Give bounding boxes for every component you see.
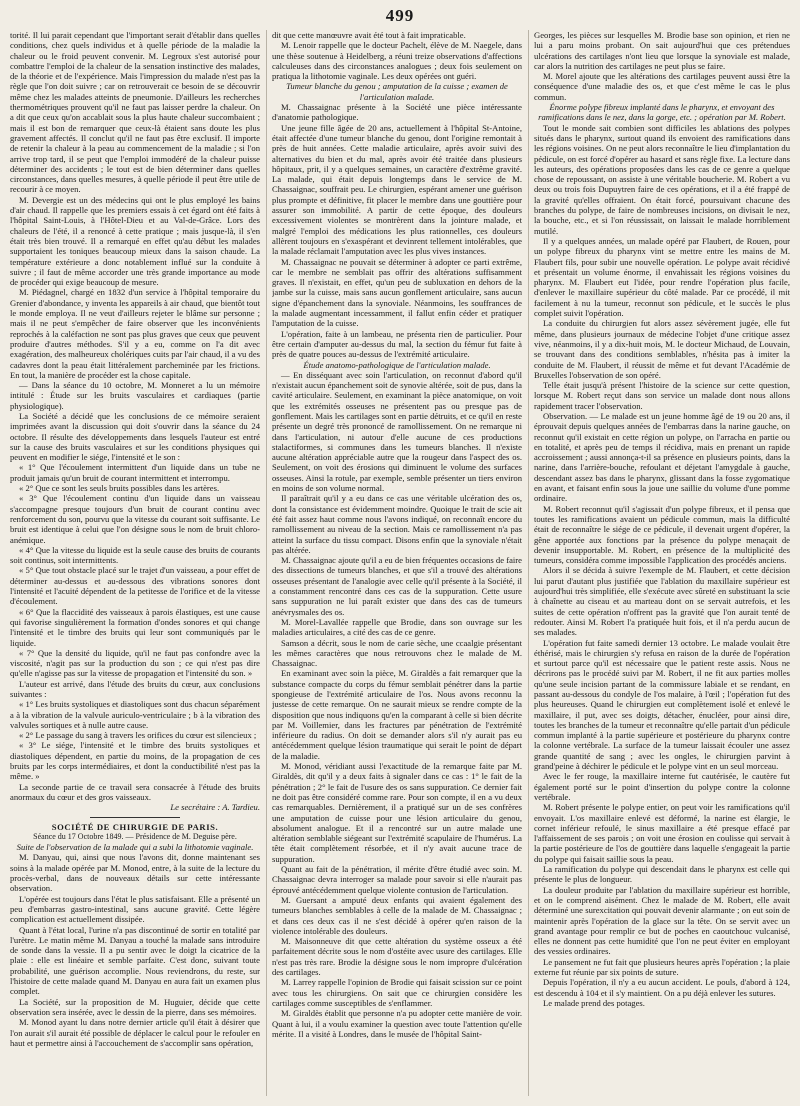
paragraph: L'opération, faite à un lambeau, ne présenta rien de particulier. Pour être certain d'amputer au-dessus du mal, la section du fémur fut faite à près de quatre pouces au-dessus de l'extrémité articulaire. [272, 328, 522, 360]
column-middle-paragraphs-2 [272, 102, 522, 359]
column-middle [272, 30, 522, 1100]
polype-title: Énorme polype fibreux implanté dans le pharynx, et envoyant des ramifications dans le nez, dans la gorge, etc. ; opération par M. Robert. [538, 102, 786, 123]
paragraph: — Dans la séance du 10 octobre, M. Monneret a lu un mémoire intitulé : Étude sur les bruits vasculaires et cardiaques (partie physiologique). [10, 380, 260, 411]
paragraph: La Société, sur la proposition de M. Huguier, décide que cette observation sera insérée, avec le dessin de la pierre, dans ses mémoires. [10, 996, 260, 1017]
paragraph: « 1° Que l'écoulement intermittent d'un liquide dans un tube ne produit jamais qu'un bruit de courant intermittent et interrompu. [10, 462, 260, 483]
paragraph: La ramification du polype qui descendait dans le pharynx est celle qui présente le plus de longueur. [534, 864, 790, 885]
paragraph: — En disséquant avec soin l'articulation, on reconnut d'abord qu'il n'existait aucun épanchement soit de synovie altérée, soit de pus, dans la cavité articulaire. Seulement, en examinant la pièce anatomique, on voit que les extrémités osseuses ne présentent pas ou presque pas de gonflement. Mais les cartilages sont en partie détruits, et ce qu'il en reste présente un degré très prononcé de ramollissement. On ne remarque ni dans l'articulation, ni autour d'elle aucune de ces productions stalactiformes, si communes dans les tumeurs blanches. Il n'existe aucune altération appréciable autre que la rougeur dans l'aspect des os. Seulement, on voit des érosions qui diminuent le volume des surfaces osseuses. Ainsi la rotule, par exemple, semble présenter un tiers environ en moins de son volume normal. [272, 369, 522, 494]
paragraph: M. Morel-Lavallée rappelle que Brodie, dans son ouvrage sur les maladies articulaires, a cité des cas de ce genre. [272, 616, 522, 638]
column-right-paragraphs [534, 30, 790, 102]
paragraph: M. Chassaignac présente à la Société une pièce intéressante d'anatomie pathologique. [272, 102, 522, 123]
paragraph: « 4° Que la vitesse du liquide est la seule cause des bruits de courants soit continus, soit intermittents. [10, 544, 260, 566]
paragraph: Alors il se décida à suivre l'exemple de M. Flaubert, et cette décision lui parut d'autant plus justifiée que l'ablation du maxillaire supérieur est aujourd'hui très simplifiée, elle s'exécute avec sûreté en substituant la scie à chaînette au ciseau et au marteau dont on se servait autrefois, et les suites de cette opération n'offrent pas la gravité que l'on aurait tenté de redouter. Ainsi M. Robert l'a pratiquée huit fois, et il n'a perdu aucun de ses malades. [534, 565, 790, 638]
paragraph: Il paraîtrait qu'il y a eu dans ce cas une véritable ulcération des os, dont la consistance est évidemment moindre. Quoique le trait de scie ait été fait assez haut comme nous l'avons indiqué, on reconnaît encore du ramollissement au niveau de la section. Mais ce ramollissement n'a pas atteint la surface du tissu compact. Disons enfin que la synoviale n'était pas altérée. [272, 493, 522, 555]
paragraph: M. Chassaignac ajoute qu'il a eu de bien fréquentes occasions de faire des dissections de tumeurs blanches, et que s'il a trouvé des altérations osseuses présentant de l'analogie avec celle qu'il présente à la Société, il a constamment rencontré dans ces cas de la suppuration. Cette usure sans suppuration ne lui paraît exister que dans des cas de tumeurs anévrysmales des os. [272, 555, 522, 617]
paragraph: Depuis l'opération, il n'y a eu aucun accident. Le pouls, d'abord à 124, est descendu à 104 et il s'y maintient. On a pu déjà enlever les sutures. [534, 977, 790, 998]
column-middle-paragraphs [272, 30, 522, 81]
paragraph: Telle était jusqu'à présent l'histoire de la science sur cette question, lorsque M. Robert reçut dans son service un malade dont nous allons rapidement tracer l'observation. [534, 380, 790, 411]
paragraph: « 2° Que ce sont les seuls bruits possibles dans les artères. [19, 483, 220, 494]
paragraph: Georges, les pièces sur lesquelles M. Brodie base son opinion, et rien ne lui a paru moins probant. On sait aujourd'hui que ces prétendues ulcérations des cartilages n'ont lieu que lorsque la synoviale est malade, car alors la nutrition des cartilages ne peut plus se faire. [534, 30, 790, 71]
paragraph: La conduite du chirurgien fut alors assez sévèrement jugée, elle fut même, dans plusieurs journaux de médecine l'objet d'une critique assez vive, néanmoins, il y a dix-huit mois, M. le docteur Michaud, de Louvain, se trouvant dans des conditions semblables, n'hésita pas à imiter la conduite de M. Flaubert, il réussit de même et fut devant l'Académie de Bruxelles l'observation de son opéré. [534, 318, 790, 380]
paragraph: La seconde partie de ce travail sera consacrée à l'étude des bruits anormaux du cœur et des gros vaisseaux. [10, 781, 260, 802]
paragraph: M. Chassaignac ne pouvait se déterminer à adopter ce parti extrême, car le membre ne semblait pas offrir des altérations suffisamment graves. Il n'existait, en effet, qu'un peu de subluxation en dehors de la jambe sur la cuisse, mais sans aucun gonflement articulaire, sans aucun signe d'épanchement dans la synoviale. Néanmoins, les souffrances de la malade augmentant incessamment, il fallut enfin céder et pratiquer l'amputation de la cuisse. [272, 256, 522, 329]
column-left-paragraphs-2 [10, 852, 260, 1048]
paragraph: La douleur produite par l'ablation du maxillaire supérieur est horrible, et on le comprend aisément. Chez le malade de M. Robert, elle avait déterminé une surexcitation qui pouvait devenir alarmante ; on eut soin de maintenir après l'opération de la glace sur la tête. On se servit avec un grand avantage pour remplir ce but de poches en caoutchouc vulcanisé, elles ne donnent pas cette humidité que l'on ne peut éviter en employant des vessies ordinaires. [534, 884, 790, 957]
paragraph: M. Monod, véridiant aussi l'exactitude de la remarque faite par M. Giraldès, dit qu'il y a deux faits à signaler dans ce cas : 1° le fait de la pénétration ; 2° le fait de l'usure des os sans suppuration. Ce dernier fait ne doit pas être considéré comme rare. Pour son compte, il en a vu deux cas remarquables. Dernièrement, il a pratiqué sur un de ses confrères une amputation de cuisse pour une lésion articulaire du genou, absolument analogue. Et il a rencontré sur un autre malade une altération semblable siégeant sur l'extrémité scapulaire de l'humérus. La tête était complètement résorbée, et il n'y avait aucune trace de suppuration. [272, 761, 522, 864]
paragraph: La Société a décidé que les conclusions de ce mémoire seraient imprimées avant la discussion qui doit s'ouvrir dans la séance du 24 octobre. Il résulte des développements dans lesquels l'auteur est entré sur la cause des bruits vasculaires et sur les conditions physiques qui peuvent en modifier le siége, l'intensité et le son : [10, 410, 260, 463]
paragraph: En examinant avec soin la pièce, M. Giraldès a fait remarquer que la substance compacte du corps du fémur semblait pénétrer dans la partie spongieuse de l'extrémité articulaire de l'os. Nous avons reconnu la justesse de cette remarque. On ne saurait mieux se rendre compte de la disposition que nous indiquons qu'en la comparant à celle si bien décrite par M. Voillemier, dans les fractures par pénétration de l'extrémité inférieure du radius. On doit se demander alors s'il n'y aurait pas eu antécédemment quelque lésion traumatique qui serait le point de départ de la maladie. [272, 668, 522, 761]
society-session: Séance du 17 Octobre 1849. — Présidence de M. Deguise père. [33, 831, 237, 841]
tumor-title: Tumeur blanche du genou ; amputation de la cuisse ; examen de l'articulation malade. [286, 81, 508, 102]
column-left [10, 30, 260, 1100]
society-heading: SOCIÉTÉ DE CHIRURGIE DE PARIS. [51, 821, 219, 832]
column-divider [266, 30, 267, 1096]
secretary-signature: Le secrétaire : A. Tardieu. [170, 802, 260, 813]
paragraph: Il y a quelques années, un malade opéré par Flaubert, de Rouen, pour un polype fibreux du pharynx vint se mettre entre les mains de M. Flaubert fils, pour subir une nouvelle opération. Le polype avait récidivé et présentait un volume énorme, il envahissait les régions voisines du pharynx. M. Flaubert eut l'idée, pour rendre l'opération plus facile, d'enlever le maxillaire supérieur du côté malade. Par ce procédé, il mit facilement à nu la tumeur, reconnut son pédicule, et le succès le plus complet suivit l'opération. [534, 235, 790, 319]
paragraph: « 7° Que la densité du liquide, qu'il ne faut pas confondre avec la viscosité, n'agit pas sur la production du son ; ce qui n'est pas dire qu'elle n'agisse pas sur la vitesse de propagation et l'intensité du son. » [10, 647, 260, 679]
paragraph: dit que cette manœuvre avait été tout à fait impraticable. [272, 30, 466, 40]
column-right-paragraphs-2 [534, 123, 790, 1009]
paragraph: torité. Il lui parait cependant que l'important serait d'établir dans quelles conditions, chez quels individus et à quelle période de la maladie la chaleur ou le froid peuvent convenir. M. Legroux s'est autorisé pour combattre l'emploi de la chaleur de la sensation instinctive des malades, de la théorie et de l'expérience. Mais l'impression du malade n'est pas la règle que l'on doit suivre ; car on retrouverait ce besoin de se découvrir même chez les malades atteints de pneumonie. D'ailleurs les recherches thermométriques prouvent qu'il ne faut pas laisser perdre la chaleur. On a dit que ceux qu'on accablait sous la plus haute chaleur succombaient ; mais il est bon de remarquer que ceux-là étaient sans doute les plus gravement affectés. Il conclut qu'il ne faut pas être exclusif. Il importe de retenir la chaleur à la peau au commencement de la maladie ; si l'on arrive trop tard, il se peut que l'emploi immodéré de la chaleur puisse déterminer des accidents ; le tout est de bien déterminer dans quelles circonstances, dans quelles mesures, à quelle période il peut être utile de recourir à ce moyen. [10, 30, 260, 195]
paragraph: L'opération fut faite samedi dernier 13 octobre. Le malade voulait être éthérisé, mais le chirurgien s'y refusa en raison de la durée de l'opération et surtout parce qu'il est nécessaire que le patient reste assis. Nous ne décrirons pas le procédé suivi par M. Robert, il ne fit aux parties molles qu'une seule incision partant de la commissure labiale et se rendant, en passant au-dessous du condyle de l'os malaire, à l'œil ; l'opération fut des plus heureuses. Quand le chirurgien eut complètement isolé et enlevé le maxillaire, il put, avec ses doigts, détacher, énucléer, pour ainsi dire, toutes les branches de la tumeur et reconnaître qu'elle partait d'un pédicule commun implanté à la partie supérieure et postérieure du pharynx contre la colonne vertébrale. La surface de la tumeur laissait écouler une assez grande quantité de sang ; avec les ongles, le chirurgien parvint à grand'peine à déchirer le pédicule et le polype vint en un seul morceau. [534, 637, 790, 772]
paragraph: Observation. — Le malade est un jeune homme âgé de 19 ou 20 ans, il éprouvait depuis quelques années de l'embarras dans la narine gauche, on reconnut qu'il existait en cette région un polype, on l'arracha en partie ou en totalité, et après peu de temps il récidiva, mais en prenant un rapide accroissement ; aussi annonça-t-il sa présence en plusieurs points, dans la narine, dans l'arrière-bouche, refoulant et déjetant l'amygdale à gauche, descendant assez bas dans le pharynx, glissant dans la fosse zygomatique en avant, et faisant enfin sous la joue une saillie du volume d'une pomme ordinaire. [534, 410, 790, 504]
column-left-paragraphs [10, 30, 260, 802]
column-divider [528, 30, 529, 1096]
anatomo-title: Étude anatomo-pathologique de l'articulation malade. [303, 359, 491, 370]
paragraph: L'opérée est toujours dans l'état le plus satisfaisant. Elle a présenté un peu d'embarras gastro-intestinal, sans aucune gravité. Cette légère complication est actuellement dissipée. [10, 893, 260, 925]
column-middle-paragraphs-3 [272, 370, 522, 1039]
paragraph: Tout le monde sait combien sont difficiles les ablations des polypes situés dans le pharynx, surtout quand ils envoient des ramifications dans les régions voisines. On ne peut alors reconnaître le lieu d'implantation du pédicule, on est forcé d'opérer au hasard et sans règle fixe. La lecture dans les auteurs, des opérations proposées dans les cas de ce genre a quelque chose de repoussant, on assiste à une véritable boucherie. M. Robert a vu deux ou trois fois Dupuytren faire de ces opérations, et il a été frappé de la gravité qu'elles offraient. On était forcé, poursuivant chacune des branches du polype, de faire de nombreuses incisions, on divisait le nez, la bouche, etc., et si l'on réussissait, on laissait le malade horriblement mutilé. [534, 122, 790, 236]
page-number: 499 [385, 6, 415, 25]
paragraph: Le malade prend des potages. [543, 997, 645, 1008]
paragraph: « 5° Que tout obstacle placé sur le trajet d'un vaisseau, a pour effet de déterminer au-dessus et au-dessous des vibrations sonores dont l'intensité et l'acuité dépendent de la petitesse de l'orifice et de la vitesse d'écoulement. [10, 565, 260, 607]
paragraph: M. Morel ajoute que les altérations des cartilages peuvent aussi être la conséquence d'une maladie des os, et que c'est même le cas le plus commun. [534, 71, 790, 102]
paragraph: Quant à l'état local, l'urine n'a pas discontinué de sortir en totalité par l'urètre. Le matin même M. Danyau a touché la malade sans introduire de sonde dans la vessie. Il a pu sentir avec le doigt la cicatrice de la plaie : elle est linéaire et semble parfaite. C'est donc, suivant toute probabilité, une guérison accomplie. Nous reviendrons, du reste, sur l'histoire de cette malade quand M. Danyau en aura fait un examen plus complet. [10, 924, 260, 997]
paragraph: « 1° Les bruits systoliques et diastoliques sont dus chacun séparément a à la vibration de la valvule auriculo-ventriculaire ; b à la vibration des valvules sortiques et à nulle autre cause. [10, 699, 260, 730]
column-right [534, 30, 790, 1100]
paragraph: M. Monod ayant lu dans notre dernier article qu'il était à désirer que l'on aurait s'il aurait été possible de déplacer le calcul pour le refouler en haut et permettre ainsi à l'accouchement de s'accomplir sans opération, [10, 1017, 260, 1048]
paragraph: Une jeune fille âgée de 20 ans, actuellement à l'hôpital St-Antoine, était affectée d'une tumeur blanche du genou, dont l'origine remontait à près de huit années. Cette maladie articulaire, après avoir suivi des alternatives du bien et du mal, après avoir été traitée dans plusieurs hôpitaux, prit, il y a quelques semaines, un caractère d'extrême gravité. La malade, qui était depuis longtemps dans le service de M. Chassaignac, souffrait peu. Le chirurgien, espérant amener une guérison plus prompte et définitive, fit placer le membre dans une gouttière pour assurer son immobilité. A partir de cette époque, des douleurs excessivement violentes se montrèrent dans la jointure malade, et malgré l'emploi des médications les plus rationnelles, ces douleurs allèrent toujours en s'exaspérant et devinrent tellement intolérables, que la malade réclamait l'amputation avec les plus vives instances. [272, 122, 522, 257]
paragraph: Le pansement ne fut fait que plusieurs heures après l'opération ; la plaie externe fut réunie par six points de suture. [534, 956, 790, 978]
paragraph: « 3° Le siége, l'intensité et le timbre des bruits systoliques et diastoliques dépendent, en partie du moins, de la propagation de ces bruits par les corps intermédiaires, et dont la conductibilité n'est pas la même. » [10, 740, 260, 782]
paragraph: Samson a décrit, sous le nom de carie sèche, une ccaalgie présentant les mêmes caractères que nous retrouvons chez le malade de M. Chassaignac. [272, 637, 522, 669]
paragraph: M. Guersant a amputé deux enfants qui avaient également des tumeurs blanches semblables à celle de la malade de M. Chassaignac ; et dans ces deux cas il ne s'est décidé à opérer qu'en raison de la violence intolérable des douleurs. [272, 894, 522, 936]
paragraph: M. Robert présente le polype entier, on peut voir les ramifications qu'il envoyait. L'os maxillaire enlevé est déformé, la narine est élargie, le cornet inférieur refoulé, le sinus maxillaire a été presque effacé par l'affaissement de ses parois ; on voit une érosion en coulisse qui servait à la partie postérieure de l'os de gouttière dans laquelle s'engageait la partie du polype qui faisait saillie sous la peau. [534, 802, 790, 864]
paragraph: M. Giraldès établit que personne n'a pu adopter cette manière de voir. Quant à lui, il a voulu examiner la question avec toute l'attention qu'elle mérite. Il a visité à Londres, dans le musée de l'hôpital Saint- [272, 1008, 522, 1039]
paragraph: L'auteur est arrivé, dans l'étude des bruits du cœur, aux conclusions suivantes : [10, 678, 260, 699]
paragraph: Avec le fer rouge, la maxillaire interne fut cautérisée, le cautère fut également porté sur le point d'insertion du polype contre la colonne vertébrale. [534, 771, 790, 802]
section-rule [90, 817, 180, 818]
paragraph: « 3° Que l'écoulement continu d'un liquide dans un vaisseau s'accompagne presque toujours d'un bruit de courant continu avec renforcement du son, pourvu que la vitesse du courant soit suffisante. Le bruit est identique à celui que l'on désigne sous le nom de bruit chloro-anémique. [10, 493, 260, 545]
paragraph: M. Maisonneuve dit que cette altération du système osseux a été parfaitement décrite sous le nom d'ostéite avec usure des cartilages. Elle n'est pas très rare. Brodie la désigne sous le nom impropre d'ulcération des cartilages. [272, 936, 522, 978]
paragraph: M. Larrey rappelle l'opinion de Brodie qui faisait scission sur ce point avec tous les chirurgiens. On sait que ce chirurgien considère les cartilages comme susceptibles de s'enflammer. [272, 977, 522, 1008]
observation-title: Suite de l'observation de la malade qui a subi la lithotomie vaginale. [16, 842, 254, 853]
paragraph: « 6° Que la flaccidité des vaisseaux à parois élastiques, est une cause qui favorise singulièrement la formation d'ondes sonores et qui change l'intensité et le timbre des bruits qui leur sont communiqués par le liquide. [10, 606, 260, 648]
paragraph: Quant au fait de la pénétration, il mérite d'être étudié avec soin. M. Chassaignac devra interroger sa malade pour savoir si elle n'aurait pas éprouvé antécédemment quelque violente contusion de l'articulation. [272, 864, 522, 895]
paragraph: M. Lenoir rappelle que le docteur Pachelt, élève de M. Naegele, dans une thèse soutenue à Heidelberg, a réuni treize observations d'affections calculeuses dans des circonstances analogues ; deux fois seulement on pratiqua la lithotomie vaginale. Les deux opérées ont guéri. [272, 40, 522, 82]
paragraph: M. Danyau, qui, ainsi que nous l'avons dit, donne maintenant ses soins à la malade opérée par M. Monod, entre, à la suite de la lecture du procès-verbal, dans de nouveaux détails sur cette intéressante observation. [10, 852, 260, 894]
paragraph: M. Devergie est un des médecins qui ont le plus employé les bains d'air chaud. Il rappelle que les premiers essais à cet égard ont été faits à l'hôpital Saint-Louis, à l'Hôtel-Dieu et au Val-de-Grâce. Lors des chaleurs de l'été, il a renoncé à cette pratique ; mais jusque-là, il s'en était très bien trouvé. Il a remarqué en effet qu'au début les malades supportaient les toniques beaucoup mieux dans la saison chaude. La température extérieure a donc notablement influé sur la conduite à suivre ; il faut de même accorder une très grande importance au mode de procéder qui exige beaucoup de mesure. [10, 194, 260, 288]
paragraph: M. Robert reconnut qu'il s'agissait d'un polype fibreux, et il pensa que toutes les ramifications avaient un pédicule commun, mais la difficulté était de reconnaître le siége de ce pédicule, il devenait urgent d'opérer, la gêne apportée aux fonctions par la présence du polype menaçait de devenir insupportable. M. Robert, en présence de la multiplicité des tumeurs, considéra comme impossible l'application des procédés anciens. [534, 503, 790, 566]
paragraph: « 2° Le passage du sang à travers les orifices du cœur est silencieux ; [19, 730, 257, 741]
paragraph: M. Piédagnel, chargé en 1832 d'un service à l'hôpital temporaire du Grenier d'abondance, y inventa les appareils à air chaud, que bientôt tout le monde employa. Il ne veut d'ailleurs rejeter le blâme sur personne ; mais il ne peut s'empêcher de faire observer que les inconvénients reprochés à la caléfaction ne sont pas plus graves que ceux que peuvent produire d'autres méthodes. S'il y a eu, comme on l'a dit avec exagération, des malheureux cholériques cuits par l'air chaud, il a vu des cadavres dont la peau était littéralement parcheminée par les frictions. En tout, la manière de procéder est la chose capitale. [10, 287, 260, 380]
